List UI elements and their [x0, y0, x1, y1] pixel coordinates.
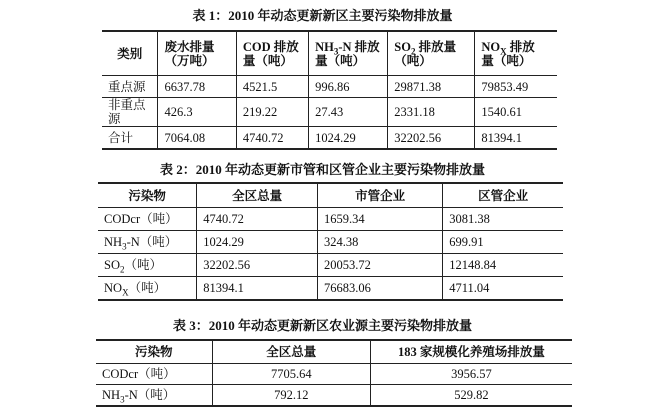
cell: 6637.78	[158, 76, 236, 98]
table1-header-so2	[388, 31, 475, 76]
row-label	[98, 208, 197, 231]
table3-header-total: 全区总量	[212, 340, 370, 364]
cell: 79853.49	[475, 76, 557, 98]
chem-sub: 3	[120, 394, 125, 405]
row-label: 合计	[102, 127, 158, 150]
cell: 3956.57	[370, 364, 572, 385]
row-label	[96, 385, 212, 407]
header-line: 量（吨）	[315, 53, 366, 68]
table3	[96, 339, 572, 407]
cell: 996.86	[309, 76, 388, 98]
header-sub: 2	[410, 46, 416, 56]
chem: CODcr	[102, 367, 139, 381]
header-line: 废水排量	[164, 39, 215, 54]
cell: 1024.29	[309, 127, 388, 150]
header-chem: NO	[481, 39, 501, 54]
table2-header-city: 市管企业	[317, 183, 442, 208]
table1-caption: 表 1：2010 年动态更新新区主要污染物排放量	[192, 8, 453, 23]
table2-header-total: 全区总量	[197, 183, 318, 208]
table1-header-nox	[475, 31, 557, 76]
table-row	[96, 364, 572, 385]
header-chem-suffix: 排放	[506, 39, 535, 54]
table2-header-row	[98, 183, 563, 208]
cell: 1540.61	[475, 98, 557, 127]
table-row	[98, 254, 563, 277]
table1-header-wastewater	[158, 31, 236, 76]
header-chem: SO	[394, 39, 411, 54]
table3-caption: 表 3：2010 年动态更新新区农业源主要污染物排放量	[172, 318, 472, 333]
table1	[102, 30, 557, 150]
cell: 219.22	[236, 98, 308, 127]
header-line: COD 排放	[242, 39, 299, 54]
cell: 529.82	[370, 385, 572, 407]
unit: （吨）	[128, 281, 167, 295]
table-row	[98, 208, 563, 231]
cell: 29871.38	[388, 76, 475, 98]
cell: 4711.04	[443, 277, 563, 301]
row-label	[98, 231, 197, 254]
chem: CODcr	[104, 212, 141, 226]
table2	[98, 182, 563, 301]
table1-header-category: 类别	[102, 31, 158, 76]
cell: 27.43	[309, 98, 388, 127]
cell: 426.3	[158, 98, 236, 127]
unit: （吨）	[140, 212, 178, 226]
chem: NH	[102, 388, 121, 402]
table1-header-row	[102, 31, 557, 76]
table-row	[98, 277, 563, 301]
header-chem: NH	[315, 39, 334, 54]
chem-sub: 2	[119, 264, 125, 275]
row-label: 重点源	[102, 76, 158, 98]
chem: SO	[104, 258, 120, 272]
cell: 792.12	[212, 385, 370, 407]
table-row	[102, 76, 557, 98]
table3-header-pollutant: 污染物	[96, 340, 212, 364]
cell: 1659.34	[317, 208, 442, 231]
chem: NO	[104, 281, 123, 295]
cell: 76683.06	[317, 277, 442, 301]
table1-header-cod	[236, 31, 308, 76]
header-chem-suffix: 排放量	[415, 39, 457, 54]
cell: 7064.08	[158, 127, 236, 150]
row-label	[98, 254, 197, 277]
chem-sub: 3	[122, 241, 127, 252]
table-row	[102, 98, 557, 127]
table-row	[96, 385, 572, 407]
header-line: （万吨）	[164, 53, 215, 68]
cell: 7705.64	[212, 364, 370, 385]
table2-caption: 表 2：2010 年动态更新市管和区管企业主要污染物排放量	[159, 162, 485, 177]
chem: NH	[104, 235, 123, 249]
table1-header-nh3n	[309, 31, 388, 76]
table2-header-pollutant: 污染物	[98, 183, 197, 208]
header-line: （吨）	[394, 53, 432, 68]
cell: 4740.72	[197, 208, 318, 231]
unit: （吨）	[138, 367, 176, 381]
cell: 3081.38	[443, 208, 563, 231]
header-sub: X	[500, 46, 507, 56]
cell: 81394.1	[475, 127, 557, 150]
table3-header-farms: 183 家规模化养殖场排放量	[370, 340, 572, 364]
unit: -N（吨）	[126, 235, 178, 249]
unit: （吨）	[124, 258, 162, 272]
header-line: 量（吨）	[242, 53, 293, 68]
cell: 324.38	[317, 231, 442, 254]
row-label	[98, 277, 197, 301]
cell: 20053.72	[317, 254, 442, 277]
header-line: 量（吨）	[481, 53, 532, 68]
table-row	[102, 127, 557, 150]
cell: 2331.18	[388, 98, 475, 127]
row-label: 非重点源	[102, 98, 158, 127]
cell: 12148.84	[443, 254, 563, 277]
cell: 4521.5	[236, 76, 308, 98]
cell: 699.91	[443, 231, 563, 254]
cell: 81394.1	[197, 277, 318, 301]
row-label	[96, 364, 212, 385]
header-sub: 3	[333, 46, 339, 56]
table3-header-row	[96, 340, 572, 364]
table2-header-district: 区管企业	[443, 183, 563, 208]
unit: -N（吨）	[124, 388, 176, 402]
cell: 32202.56	[197, 254, 318, 277]
cell: 4740.72	[236, 127, 308, 150]
table-row	[98, 231, 563, 254]
header-chem-suffix: -N 排放	[338, 39, 380, 54]
cell: 1024.29	[197, 231, 318, 254]
chem-sub: X	[122, 287, 129, 298]
cell: 32202.56	[388, 127, 475, 150]
